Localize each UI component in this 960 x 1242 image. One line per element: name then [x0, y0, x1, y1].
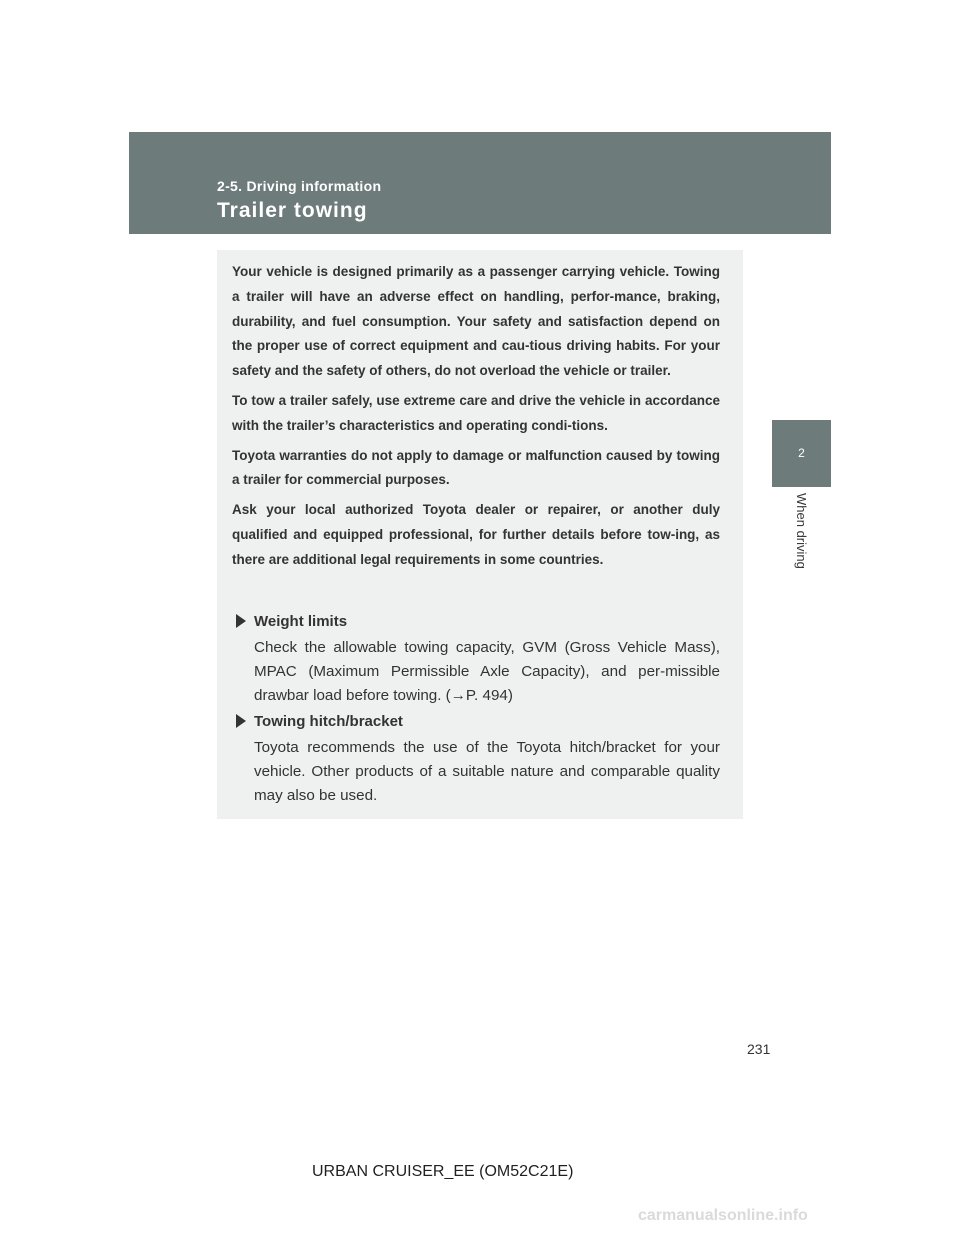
triangle-bullet-icon: [236, 714, 246, 728]
page-title: Trailer towing: [217, 199, 368, 222]
topic-heading: [232, 610, 720, 634]
triangle-bullet-icon: [236, 614, 246, 628]
intro-text: [232, 260, 720, 578]
intro-paragraph: To tow a trailer safely, use extreme care and drive the vehicle in accordance with the trailer’s characteristics and operating condi-tions.: [232, 392, 720, 433]
page-number: 231: [747, 1041, 771, 1057]
chapter-label: When driving: [794, 493, 809, 569]
topic-body: Check the allowable towing capacity, GVM (Gross Vehicle Mass), MPAC (Maximum Permissible Axle Capacity), and per-missible drawbar load before towing. (→P. 494): [254, 639, 720, 704]
topic-heading: [232, 710, 720, 734]
topic-body: Toyota recommends the use of the Toyota hitch/bracket for your vehicle. Other products of a suitable nature and comparable quality may also be used.: [254, 739, 720, 804]
intro-paragraph: Your vehicle is designed primarily as a passenger carrying vehicle. Towing a trailer will have an adverse effect on handling, perfor-mance, braking, durability, and fuel consumption. Your safety and satisfaction depend on the proper use of correct equipment and cau-tious driving habits. For your safety and the safety of others, do not overload the vehicle or trailer.: [232, 264, 720, 379]
chapter-number: 2: [798, 446, 805, 460]
topic-heading-text: Towing hitch/bracket: [254, 713, 403, 730]
watermark: carmanualsonline.info: [638, 1207, 808, 1224]
topic-weight-limits: [232, 610, 720, 708]
footer-model-code: URBAN CRUISER_EE (OM52C21E): [312, 1163, 574, 1180]
content-box: [217, 250, 743, 819]
chapter-tab[interactable]: [772, 420, 831, 487]
section-label: 2-5. Driving information: [217, 178, 382, 194]
section-header: [129, 132, 831, 234]
topic-heading-text: Weight limits: [254, 613, 348, 630]
topic-towing-hitch: [232, 710, 720, 808]
intro-paragraph: Toyota warranties do not apply to damage or malfunction caused by towing a trailer for commercial purposes.: [232, 447, 720, 488]
intro-paragraph: Ask your local authorized Toyota dealer or repairer, or another duly qualified and equipped professional, for further details before tow-ing, as there are additional legal requirements in some countries.: [232, 502, 720, 567]
